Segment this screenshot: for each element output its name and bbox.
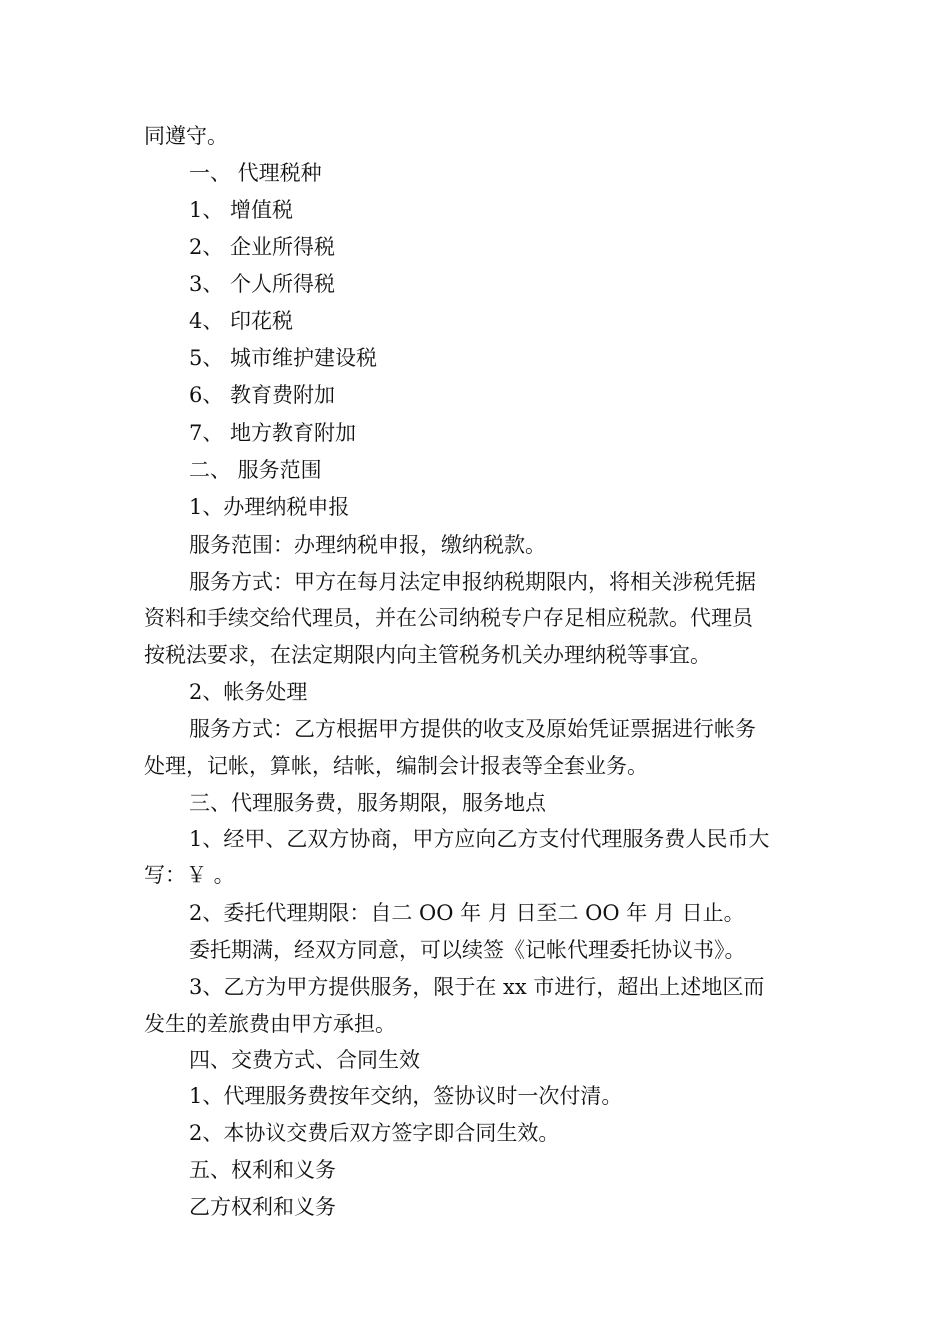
section-heading: 二、 服务范围 [189, 458, 322, 482]
subsection-heading: 1、办理纳税申报 [189, 495, 350, 519]
list-item: 6、 教育费附加 [189, 383, 336, 407]
text-line: 按税法要求，在法定期限内向主管税务机关办理纳税等事宜。 [144, 643, 711, 667]
text-line: 委托期满，经双方同意，可以续签《记帐代理委托协议书》。 [189, 938, 746, 962]
section-heading: 五、权利和义务 [189, 1158, 336, 1182]
list-item: 4、 印花税 [189, 309, 294, 333]
section-heading: 一、 代理税种 [189, 161, 322, 185]
text-line: 服务范围：办理纳税申报，缴纳税款。 [189, 533, 546, 557]
text-line: 资料和手续交给代理员，并在公司纳税专户存足相应税款。代理员 [144, 606, 753, 630]
subsection-heading: 乙方权利和义务 [189, 1195, 336, 1219]
text-line: 同遵守。 [144, 124, 228, 148]
text-line: 写：￥ 。 [144, 863, 235, 887]
text-line: 1、代理服务费按年交纳，签协议时一次付清。 [189, 1084, 623, 1108]
text-line: 处理，记帐，算帐，结帐，编制会计报表等全套业务。 [144, 754, 648, 778]
text-line: 服务方式：甲方在每月法定申报纳税期限内，将相关涉税凭据 [189, 570, 756, 594]
text-line: 2、委托代理期限：自二 OO 年 月 日至二 OO 年 月 日止。 [189, 901, 745, 925]
section-heading: 四、交费方式、合同生效 [189, 1048, 420, 1072]
list-item: 1、 增值税 [189, 198, 294, 222]
text-line: 1、经甲、乙双方协商，甲方应向乙方支付代理服务费人民币大 [189, 827, 770, 851]
list-item: 3、 个人所得税 [189, 272, 336, 296]
text-line: 发生的差旅费由甲方承担。 [144, 1012, 396, 1036]
subsection-heading: 2、帐务处理 [189, 680, 308, 704]
list-item: 7、 地方教育附加 [189, 421, 357, 445]
list-item: 2、 企业所得税 [189, 235, 336, 259]
text-line: 2、本协议交费后双方签字即合同生效。 [189, 1121, 560, 1145]
text-line: 3、乙方为甲方提供服务，限于在 xx 市进行，超出上述地区而 [189, 975, 765, 999]
section-heading: 三、代理服务费，服务期限，服务地点 [189, 791, 546, 815]
list-item: 5、 城市维护建设税 [189, 346, 378, 370]
text-line: 服务方式：乙方根据甲方提供的收支及原始凭证票据进行帐务 [189, 717, 756, 741]
